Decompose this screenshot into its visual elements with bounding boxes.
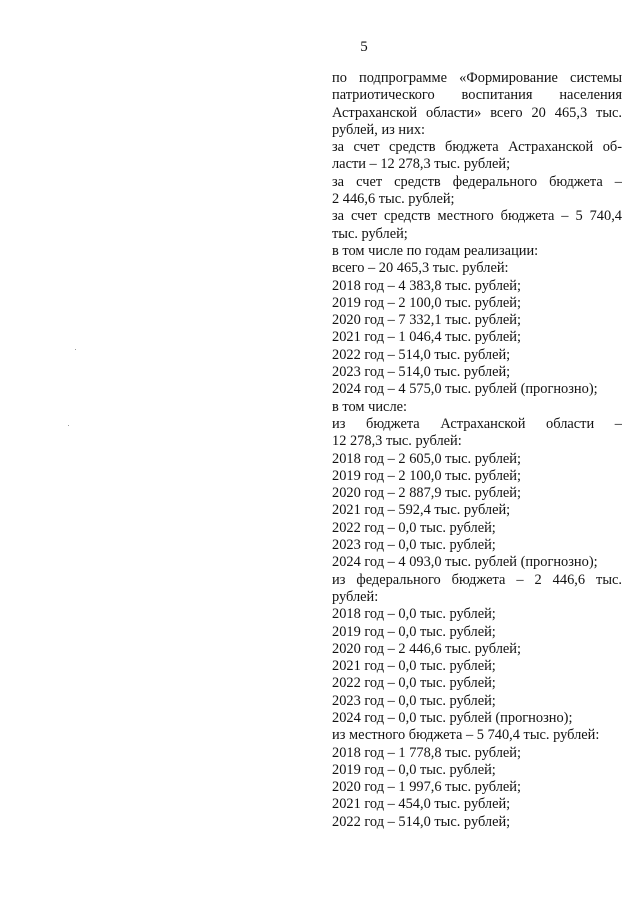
scan-speck [68, 425, 69, 426]
text-line: в том числе: [332, 398, 408, 415]
text-line: за счет средств местного бюджета – 5 740,4 [332, 208, 622, 225]
text-line: 2019 год – 0,0 тыс. рублей; [332, 623, 496, 640]
text-line: из федерального бюджета – 2 446,6 тыс. [332, 571, 622, 588]
text-line: 2022 год – 0,0 тыс. рублей; [332, 519, 496, 536]
text-line: 2022 год – 514,0 тыс. рублей; [332, 813, 511, 830]
text-line: 2022 год – 0,0 тыс. рублей; [332, 675, 496, 692]
text-line: 2019 год – 2 100,0 тыс. рублей; [332, 294, 521, 311]
text-line: 2024 год – 4 093,0 тыс. рублей (прогнозно); [332, 554, 598, 571]
text-line: 12 278,3 тыс. рублей: [332, 433, 462, 450]
scan-speck [75, 349, 76, 350]
text-line: Астраханской области» всего 20 465,3 тыс. [332, 104, 622, 121]
text-line: ласти – 12 278,3 тыс. рублей; [332, 156, 511, 173]
text-line: рублей, из них: [332, 121, 426, 138]
text-line: 2022 год – 514,0 тыс. рублей; [332, 346, 511, 363]
text-line: патриотического воспитания населения [332, 87, 622, 104]
page-number: 5 [360, 39, 368, 55]
text-line: 2023 год – 514,0 тыс. рублей; [332, 364, 511, 381]
text-line: 2020 год – 7 332,1 тыс. рублей; [332, 312, 521, 329]
text-line: всего – 20 465,3 тыс. рублей: [332, 260, 509, 277]
text-line: из местного бюджета – 5 740,4 тыс. рублей: [332, 727, 600, 744]
text-line: в том числе по годам реализации: [332, 242, 539, 259]
text-line: 2023 год – 0,0 тыс. рублей; [332, 692, 496, 709]
text-line: 2024 год – 0,0 тыс. рублей (прогнозно); [332, 709, 573, 726]
text-line: тыс. рублей; [332, 225, 408, 242]
text-line: 2018 год – 1 778,8 тыс. рублей; [332, 744, 521, 761]
text-line: 2018 год – 0,0 тыс. рублей; [332, 606, 496, 623]
text-line: 2024 год – 4 575,0 тыс. рублей (прогнозно); [332, 381, 598, 398]
text-line: 2020 год – 1 997,6 тыс. рублей; [332, 779, 521, 796]
text-line: 2 446,6 тыс. рублей; [332, 191, 455, 208]
text-line: 2019 год – 0,0 тыс. рублей; [332, 761, 496, 778]
text-line: за счет средств федерального бюджета – [332, 173, 622, 190]
text-line: за счет средств бюджета Астраханской об- [332, 139, 622, 156]
text-line: 2023 год – 0,0 тыс. рублей; [332, 537, 496, 554]
text-line: 2018 год – 4 383,8 тыс. рублей; [332, 277, 521, 294]
body-text [332, 70, 622, 831]
text-line: из бюджета Астраханской области – [332, 415, 622, 432]
text-line: рублей: [332, 588, 379, 605]
text-line: 2020 год – 2 446,6 тыс. рублей; [332, 640, 521, 657]
text-line: по подпрограмме «Формирование системы [332, 70, 622, 86]
text-line: 2020 год – 2 887,9 тыс. рублей; [332, 485, 521, 502]
text-line: 2021 год – 1 046,4 тыс. рублей; [332, 329, 521, 346]
text-line: 2018 год – 2 605,0 тыс. рублей; [332, 450, 521, 467]
text-line: 2021 год – 0,0 тыс. рублей; [332, 658, 496, 675]
text-line: 2021 год – 592,4 тыс. рублей; [332, 502, 511, 519]
text-line: 2021 год – 454,0 тыс. рублей; [332, 796, 511, 813]
text-line: 2019 год – 2 100,0 тыс. рублей; [332, 467, 521, 484]
